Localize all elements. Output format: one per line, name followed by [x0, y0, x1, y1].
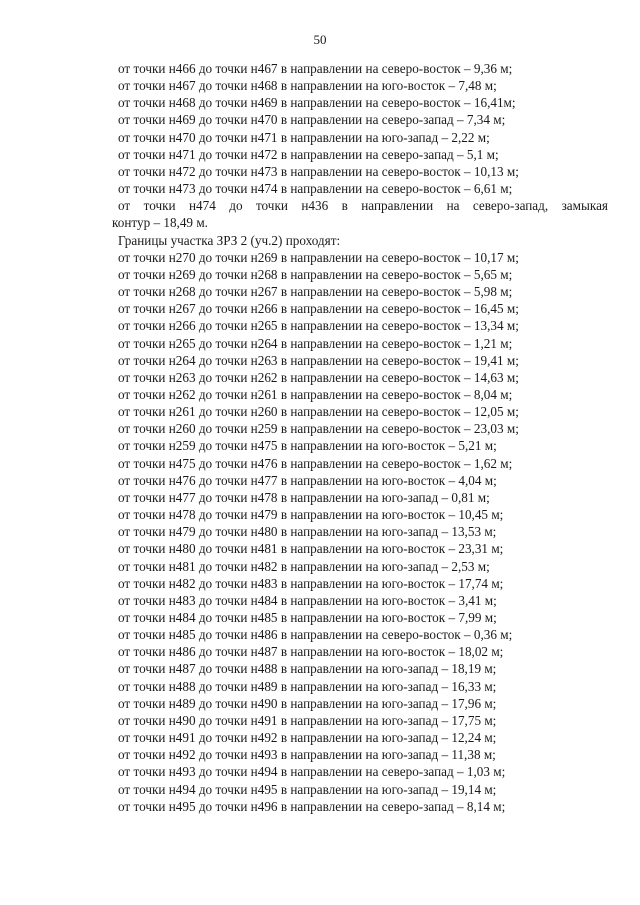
boundary-line: от точки н486 до точки н487 в направлении на юго-восток – 18,02 м; — [118, 644, 504, 660]
boundary-line: от точки н485 до точки н486 в направлении на северо-восток – 0,36 м; — [118, 627, 513, 643]
boundary-line: от точки н266 до точки н265 в направлении на северо-восток – 13,34 м; — [118, 318, 519, 334]
boundary-line: от точки н488 до точки н489 в направлении на юго-запад – 16,33 м; — [118, 678, 497, 694]
boundary-line: от точки н469 до точки н470 в направлении на северо-запад – 7,34 м; — [118, 112, 506, 128]
boundary-line: от точки н490 до точки н491 в направлении на юго-запад – 17,75 м; — [118, 712, 497, 728]
boundary-line: от точки н468 до точки н469 в направлении на северо-восток – 16,41м; — [118, 95, 516, 111]
document-body — [112, 60, 608, 815]
boundary-line: от точки н473 до точки н474 в направлении на северо-восток – 6,61 м; — [118, 181, 513, 197]
section2-list — [118, 249, 608, 815]
boundary-line: от точки н475 до точки н476 в направлении на северо-восток – 1,62 м; — [118, 455, 513, 471]
boundary-line: от точки н491 до точки н492 в направлении на юго-запад – 12,24 м; — [118, 730, 497, 746]
boundary-line: от точки н264 до точки н263 в направлении на северо-восток – 19,41 м; — [118, 352, 519, 368]
boundary-line: от точки н260 до точки н259 в направлении на северо-восток – 23,03 м; — [118, 421, 519, 437]
boundary-line: от точки н265 до точки н264 в направлении на северо-восток – 1,21 м; — [118, 335, 513, 351]
boundary-line: от точки н261 до точки н260 в направлении на северо-восток – 12,05 м; — [118, 404, 519, 420]
boundary-line: от точки н483 до точки н484 в направлении на юго-восток – 3,41 м; — [118, 592, 497, 608]
boundary-line: от точки н478 до точки н479 в направлении на юго-восток – 10,45 м; — [118, 507, 504, 523]
boundary-line: от точки н471 до точки н472 в направлении на северо-запад – 5,1 м; — [118, 146, 499, 162]
boundary-line: от точки н472 до точки н473 в направлении на северо-восток – 10,13 м; — [118, 163, 519, 179]
boundary-line: от точки н467 до точки н468 в направлении на юго-восток – 7,48 м; — [118, 78, 497, 94]
boundary-line: от точки н263 до точки н262 в направлении на северо-восток – 14,63 м; — [118, 369, 519, 385]
boundary-line: от точки н270 до точки н269 в направлении на северо-восток – 10,17 м; — [118, 249, 519, 265]
boundary-line: от точки н484 до точки н485 в направлении на юго-восток – 7,99 м; — [118, 610, 497, 625]
boundary-line: от точки н259 до точки н475 в направлении на юго-восток – 5,21 м; — [118, 438, 497, 454]
boundary-line: от точки н479 до точки н480 в направлении на юго-запад – 13,53 м; — [118, 524, 497, 540]
boundary-line: от точки н482 до точки н483 в направлении на юго-восток – 17,74 м; — [118, 575, 504, 591]
boundary-line: от точки н495 до точки н496 в направлении на северо-запад – 8,14 м; — [118, 798, 506, 814]
boundary-line: от точки н477 до точки н478 в направлении на юго-запад – 0,81 м; — [118, 489, 490, 505]
boundary-line: от точки н269 до точки н268 в направлении на северо-восток – 5,65 м; — [118, 266, 513, 282]
boundary-line: от точки н492 до точки н493 в направлении на юго-запад – 11,38 м; — [118, 747, 496, 763]
closing-line-continuation: контур – 18,49 м. — [112, 215, 208, 231]
boundary-line: от точки н268 до точки н267 в направлении на северо-восток – 5,98 м; — [118, 284, 513, 300]
boundary-line: от точки н487 до точки н488 в направлении на юго-запад – 18,19 м; — [118, 661, 497, 677]
boundary-line: от точки н267 до точки н266 в направлении на северо-восток – 16,45 м; — [118, 301, 519, 317]
boundary-line: от точки н489 до точки н490 в направлении на юго-запад – 17,96 м; — [118, 695, 497, 711]
boundary-line: от точки н476 до точки н477 в направлении на юго-восток – 4,04 м; — [118, 472, 497, 488]
closing-line: от точки н474 до точки н436 в направлении на северо-запад, замыкая — [118, 198, 608, 214]
section1-list — [118, 60, 608, 197]
boundary-line: от точки н493 до точки н494 в направлении на северо-запад – 1,03 м; — [118, 764, 506, 780]
boundary-line: от точки н470 до точки н471 в направлении на юго-запад – 2,22 м; — [118, 129, 490, 145]
section-heading: Границы участка ЗРЗ 2 (уч.2) проходят: — [118, 232, 341, 248]
boundary-line: от точки н262 до точки н261 в направлении на северо-восток – 8,04 м; — [118, 386, 513, 402]
boundary-line: от точки н480 до точки н481 в направлении на юго-восток – 23,31 м; — [118, 541, 504, 557]
boundary-line: от точки н481 до точки н482 в направлении на юго-запад – 2,53 м; — [118, 558, 490, 574]
boundary-line: от точки н466 до точки н467 в направлении на северо-восток – 9,36 м; — [118, 61, 513, 76]
boundary-line: от точки н494 до точки н495 в направлении на юго-запад – 19,14 м; — [118, 781, 497, 797]
page-number: 50 — [313, 32, 327, 47]
